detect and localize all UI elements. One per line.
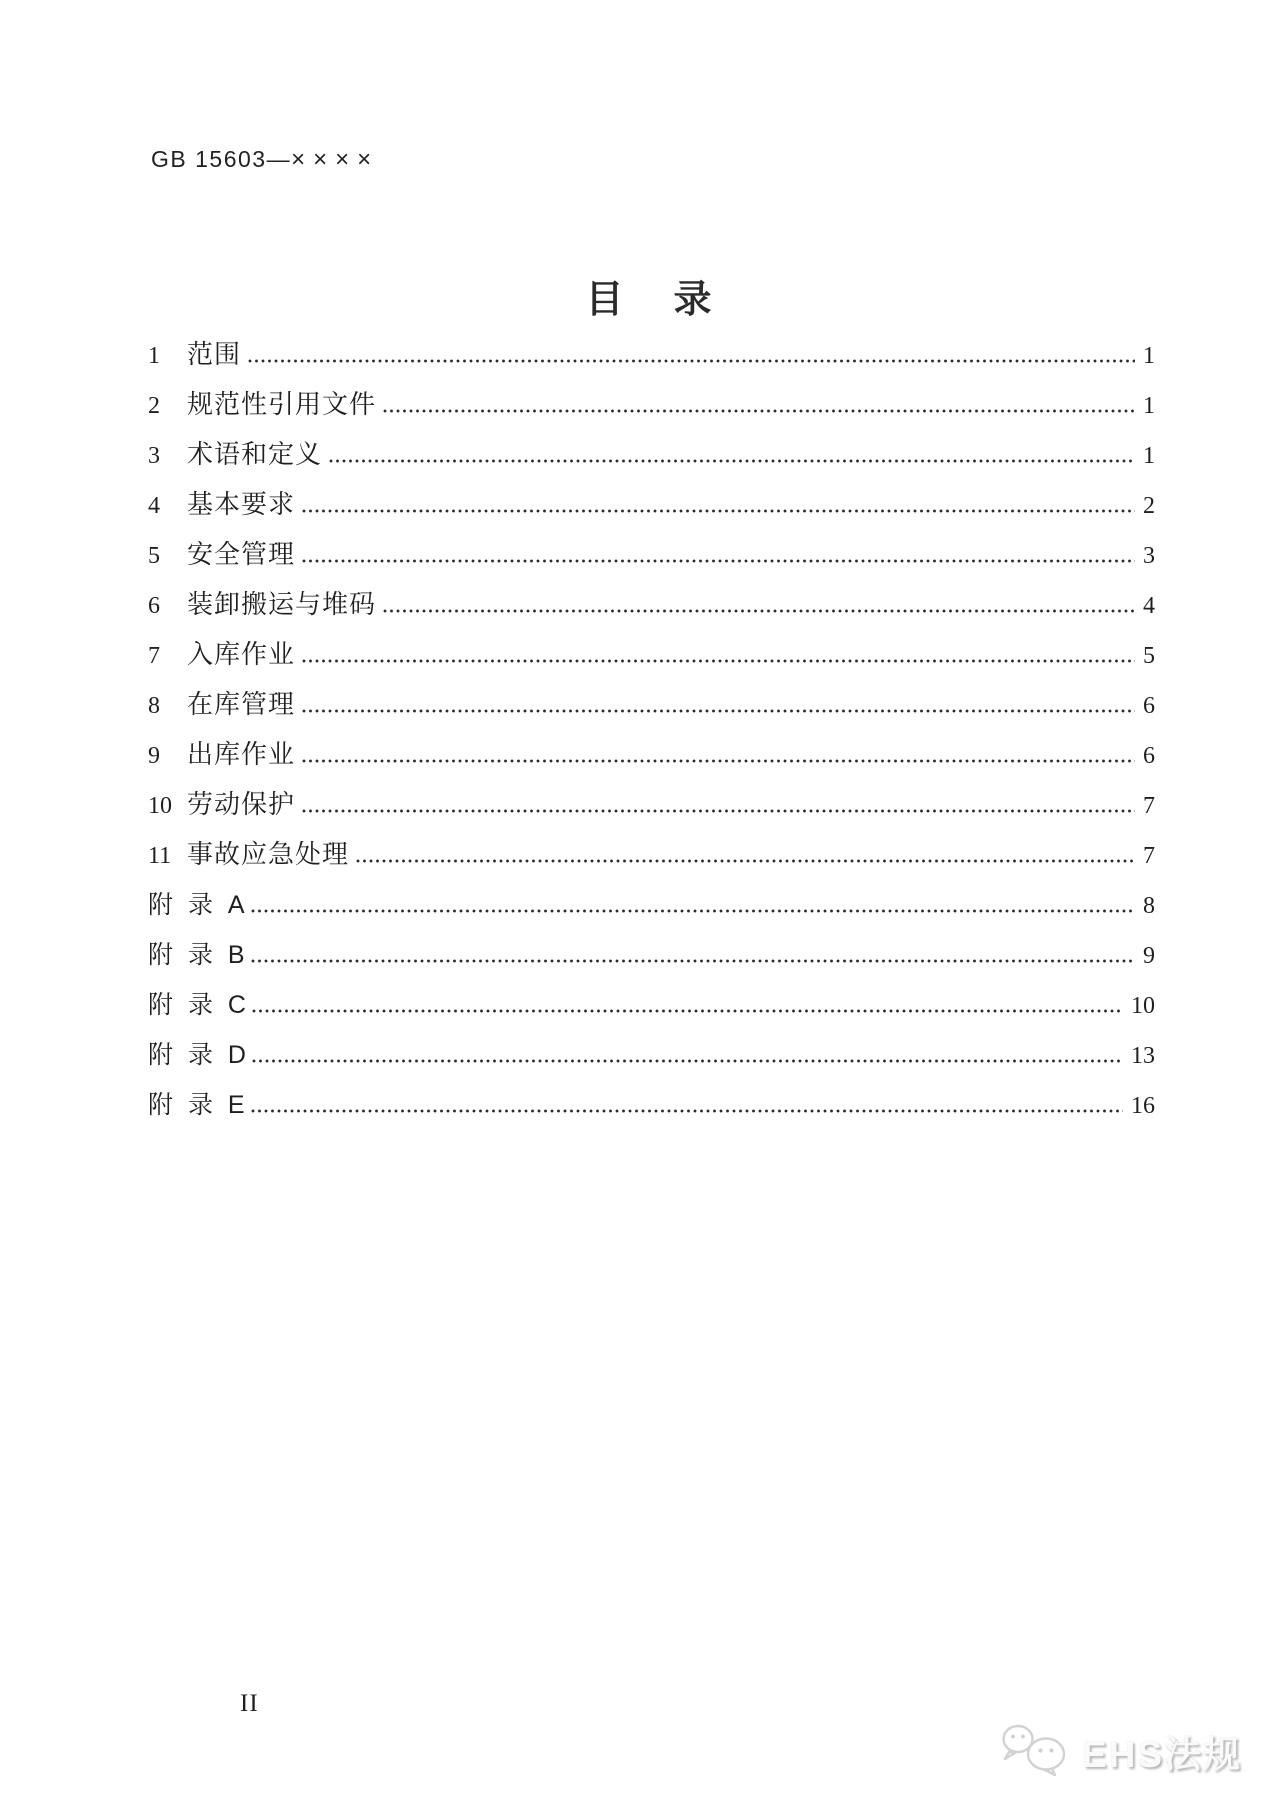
toc-entry-page: 6	[1143, 693, 1155, 719]
dot-leader	[248, 359, 1135, 363]
toc-entry-label: 劳动保护	[187, 790, 296, 819]
toc-entry-page: 5	[1143, 643, 1155, 669]
toc-entry-label: 基本要求	[187, 490, 296, 519]
toc-entry-label: 出库作业	[187, 740, 296, 769]
standard-code-prefix: GB 15603—	[151, 146, 292, 172]
toc-entry-page: 1	[1143, 393, 1155, 419]
toc-entry-page: 9	[1143, 943, 1155, 969]
toc-entry-page: 10	[1131, 993, 1155, 1019]
toc-entry-number: 3	[148, 443, 160, 469]
dot-leader	[251, 959, 1135, 963]
dot-leader	[302, 809, 1135, 813]
toc-entry-page: 2	[1143, 493, 1155, 519]
toc-entry-page: 13	[1131, 1043, 1155, 1069]
toc-entry-number: 2	[148, 393, 160, 419]
toc-entry	[148, 630, 1155, 680]
toc-entry-appendix	[148, 880, 1155, 930]
dot-leader	[302, 559, 1135, 563]
toc-entry-appendix	[148, 1080, 1155, 1130]
toc-entry-appendix	[148, 930, 1155, 980]
dot-leader	[252, 1059, 1123, 1063]
toc-list	[148, 330, 1155, 1130]
toc-entry-page: 1	[1143, 343, 1155, 369]
toc-entry-number: 10	[148, 793, 172, 819]
toc-appendix-label: 附 录 D	[148, 1041, 250, 1069]
toc-entry-page: 1	[1143, 443, 1155, 469]
toc-entry-number: 1	[148, 343, 160, 369]
toc-entry-label: 入库作业	[187, 640, 296, 669]
toc-entry-label: 术语和定义	[187, 440, 323, 469]
dot-leader	[302, 759, 1135, 763]
toc-entry-label: 安全管理	[187, 540, 296, 569]
toc-entry-label: 规范性引用文件	[187, 390, 377, 419]
dot-leader	[329, 459, 1135, 463]
toc-entry	[148, 330, 1155, 380]
toc-entry	[148, 680, 1155, 730]
toc-entry-number: 5	[148, 543, 160, 569]
toc-entry	[148, 580, 1155, 630]
dot-leader	[356, 859, 1135, 863]
toc-entry-appendix	[148, 1030, 1155, 1080]
toc-entry-page: 7	[1143, 793, 1155, 819]
dot-leader	[252, 1009, 1123, 1013]
toc-entry-page: 16	[1131, 1093, 1155, 1119]
toc-entry-label: 事故应急处理	[187, 840, 350, 869]
dot-leader	[302, 709, 1135, 713]
toc-entry	[148, 530, 1155, 580]
toc-entry-appendix	[148, 980, 1155, 1030]
toc-entry-page: 4	[1143, 593, 1155, 619]
toc-entry-number: 8	[148, 693, 160, 719]
toc-entry-number: 4	[148, 493, 160, 519]
toc-entry-label: 装卸搬运与堆码	[187, 590, 377, 619]
toc-entry-number: 7	[148, 643, 160, 669]
dot-leader	[251, 1109, 1123, 1113]
toc-entry	[148, 480, 1155, 530]
toc-appendix-label: 附 录 E	[148, 1091, 249, 1119]
dot-leader	[383, 409, 1135, 413]
dot-leader	[383, 609, 1135, 613]
dot-leader	[302, 509, 1135, 513]
toc-entry-page: 3	[1143, 543, 1155, 569]
toc-entry-label: 在库管理	[187, 690, 296, 719]
toc-entry-page: 8	[1143, 893, 1155, 919]
dot-leader	[251, 909, 1135, 913]
toc-title: 目 录	[585, 279, 718, 321]
toc-entry	[148, 780, 1155, 830]
toc-appendix-label: 附 录 C	[148, 991, 250, 1019]
toc-entry-number: 9	[148, 743, 160, 769]
toc-entry-page: 6	[1143, 743, 1155, 769]
toc-appendix-label: 附 录 A	[148, 891, 249, 919]
toc-entry	[148, 430, 1155, 480]
toc-entry	[148, 380, 1155, 430]
wechat-logo-icon	[998, 1722, 1074, 1780]
toc-entry	[148, 830, 1155, 880]
watermark	[998, 1722, 1242, 1780]
standard-year-placeholder: ××××	[291, 146, 380, 173]
page-number: II	[240, 1690, 259, 1717]
toc-entry-page: 7	[1143, 843, 1155, 869]
watermark-label: EHS法规	[1081, 1734, 1242, 1775]
toc-appendix-label: 附 录 B	[148, 941, 249, 969]
toc-entry	[148, 730, 1155, 780]
dot-leader	[302, 659, 1135, 663]
toc-entry-number: 11	[148, 843, 172, 869]
toc-entry-number: 6	[148, 593, 160, 619]
standard-code	[151, 146, 379, 174]
toc-entry-label: 范围	[187, 340, 242, 369]
